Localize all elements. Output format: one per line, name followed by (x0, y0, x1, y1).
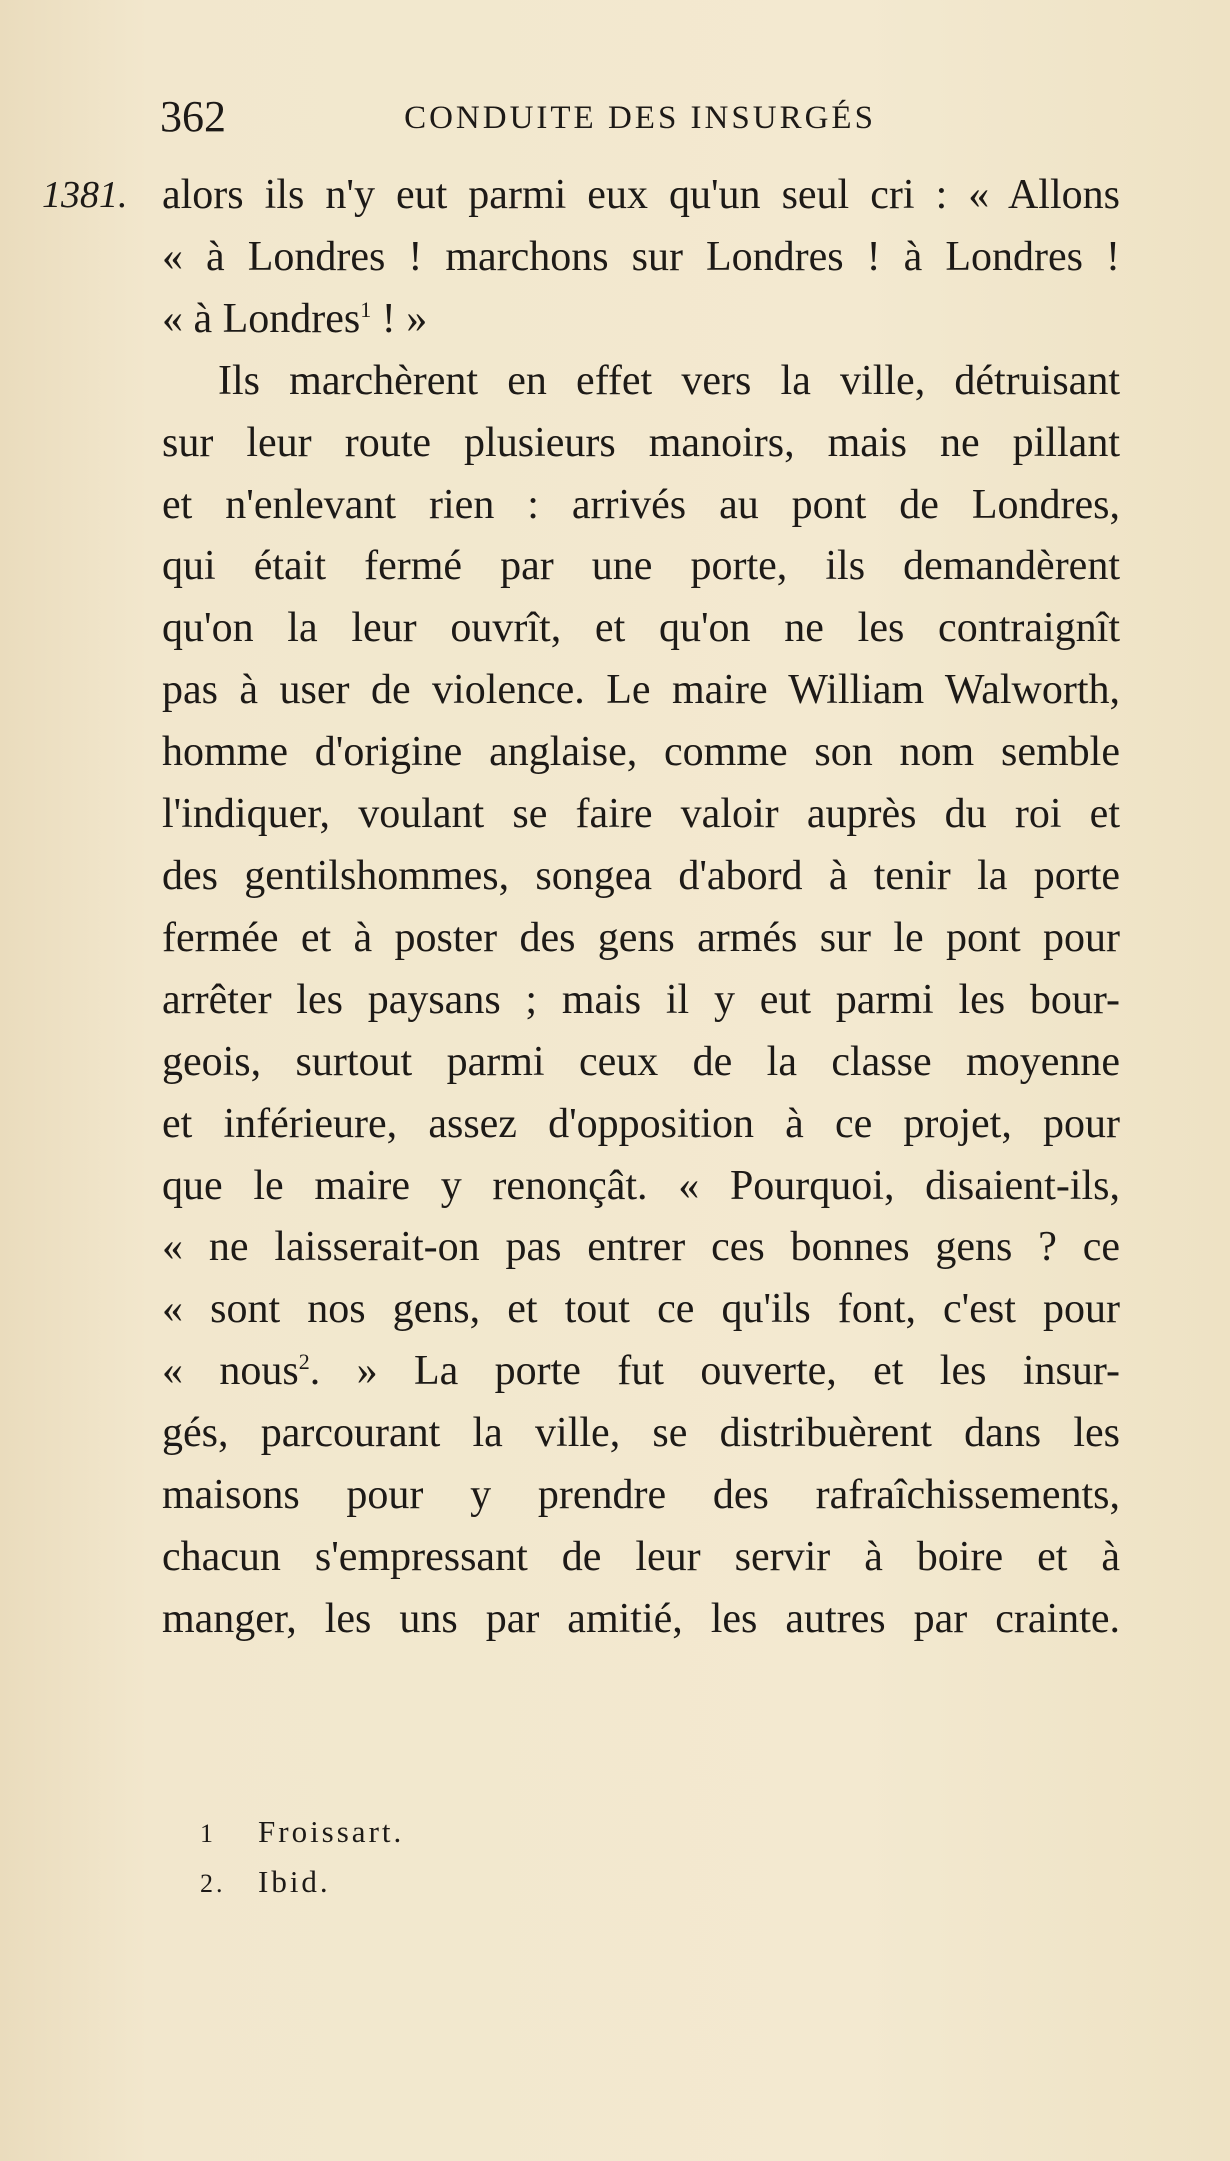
text-line: et n'enlevant rien : arrivés au pont de Londres, (162, 481, 1120, 528)
footnotes (200, 1808, 404, 1908)
footnote-2 (200, 1858, 404, 1908)
text-line: des gentilshommes, songea d'abord à tenir la porte (162, 852, 1120, 899)
text-line (162, 1341, 1120, 1403)
text-line: manger, les uns par amitié, les autres par crainte. (162, 1595, 1120, 1642)
running-title: CONDUITE DES INSURGÉS (404, 100, 876, 136)
running-head (160, 92, 1120, 142)
text-line: que le maire y renonçât. « Pourquoi, disaient-ils, (162, 1162, 1120, 1209)
text-line: gés, parcourant la ville, se distribuèrent dans les (162, 1410, 1120, 1457)
text-line: arrêter les paysans ; mais il y eut parmi les bour- (162, 976, 1120, 1023)
text-line: alors ils n'y eut parmi eux qu'un seul cri : « Allons (162, 172, 1120, 218)
footnote-number: 2. (200, 1869, 226, 1898)
text-line: geois, surtout parmi ceux de la classe moyenne (162, 1038, 1120, 1085)
footnote-text: Ibid. (258, 1864, 331, 1899)
text-line: « à Londres ! marchons sur Londres ! à Londres ! (162, 233, 1120, 280)
text-line: Ils marchèrent en effet vers la ville, détruisant (218, 357, 1120, 404)
text-line: fermée et à poster des gens armés sur le pont pour (162, 914, 1120, 961)
footnote-text: Froissart. (258, 1814, 405, 1849)
text-line: « ne laisserait-on pas entrer ces bonnes gens ? ce (162, 1224, 1120, 1271)
text-line: pas à user de violence. Le maire William Walworth, (162, 667, 1120, 714)
text-line: qu'on la leur ouvrît, et qu'on ne les contraignît (162, 605, 1120, 652)
text-line: chacun s'empressant de leur servir à boire et à (162, 1533, 1120, 1580)
text-line: sur leur route plusieurs manoirs, mais ne pillant (162, 419, 1120, 466)
text-line: « sont nos gens, et tout ce qu'ils font, c'est pour (162, 1286, 1120, 1333)
footnote-ref-2: 2 (298, 1349, 310, 1375)
text-line: maisons pour y prendre des rafraîchissements, (162, 1472, 1120, 1519)
footnote-1 (200, 1808, 404, 1858)
text-fragment: « à Londres (162, 295, 361, 342)
margin-year: 1381. (42, 174, 128, 216)
text-line: l'indiquer, voulant se faire valoir auprès du roi et (162, 791, 1120, 838)
text-fragment: « nous (162, 1348, 299, 1395)
text-line (162, 289, 1120, 351)
body-paragraphs (162, 165, 1120, 1651)
text-line: homme d'origine anglaise, comme son nom semble (162, 729, 1120, 776)
text-line: qui était fermé par une porte, ils demandèrent (162, 543, 1120, 590)
text-line: et inférieure, assez d'opposition à ce projet, pour (162, 1100, 1120, 1147)
text-fragment: ! » (371, 295, 428, 342)
text-fragment: . » La porte fut ouverte, et les insur- (309, 1348, 1120, 1395)
footnote-number: 1 (200, 1819, 216, 1848)
page-number: 362 (160, 92, 226, 141)
footnote-ref-1: 1 (360, 296, 372, 322)
